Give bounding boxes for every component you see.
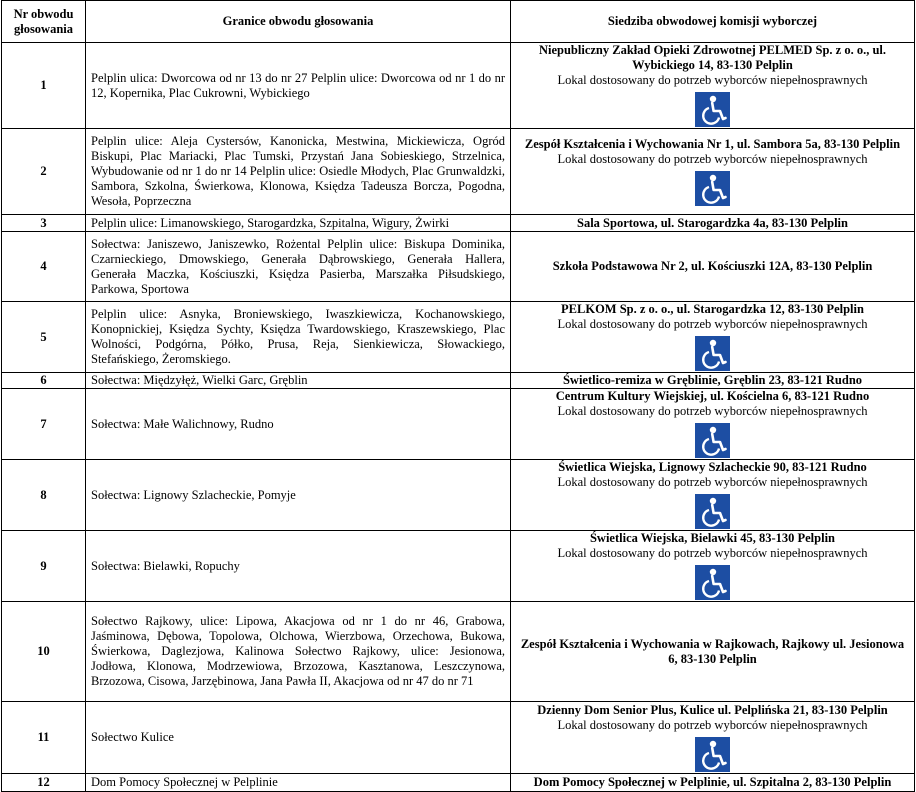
district-bounds: Sołectwa: Międzyłęż, Wielki Garc, Gręblin (86, 373, 511, 389)
commission-seat (511, 389, 915, 460)
table-row (2, 43, 915, 129)
district-number: 12 (2, 774, 86, 792)
seat-name: Centrum Kultury Wiejskiej, ul. Kościelna 6, 83-121 Rudno (555, 389, 870, 403)
district-number: 4 (2, 232, 86, 302)
commission-seat (511, 602, 915, 702)
commission-seat (511, 702, 915, 774)
wheelchair-icon (695, 423, 730, 458)
district-bounds: Sołectwa: Janiszewo, Janiszewko, Rożental Pelplin ulice: Biskupa Dominika, Czarnieckiego, Dmowskiego, Generała Dąbrowskiego, Generała Hallera, Generała Maczka, Kościuszki, Księdza Pasierba, Marszałka Piłsudskiego, Parkowa, Sportowa (86, 232, 511, 302)
header-row (2, 1, 915, 43)
commission-seat (511, 774, 915, 792)
commission-seat (511, 129, 915, 215)
table-row (2, 215, 915, 232)
commission-seat (511, 373, 915, 389)
district-bounds: Pelplin ulice: Asnyka, Broniewskiego, Iwaszkiewicza, Kochanowskiego, Konopnickiej, Księdza Sychty, Księdza Twardowskiego, Kraszewskiego, Plac Wolności, Podgórna, Półko, Prusa, Reja, Sienkiewicza, Słowackiego, Stefańskiego, Żeromskiego. (86, 302, 511, 373)
district-number: 7 (2, 389, 86, 460)
seat-name: Niepubliczny Zakład Opieki Zdrowotnej PELMED Sp. z o. o., ul. Wybickiego 14, 83-130 Pelplin (538, 43, 887, 72)
seat-name: Sala Sportowa, ul. Starogardzka 4a, 83-130 Pelplin (577, 215, 848, 230)
district-number: 9 (2, 531, 86, 602)
commission-seat (511, 232, 915, 302)
district-number: 3 (2, 215, 86, 232)
wheelchair-icon (695, 494, 730, 529)
commission-seat (511, 531, 915, 602)
accessibility-note: Lokal dostosowany do potrzeb wyborców niepełnosprawnych (557, 317, 868, 331)
header-commission-seat: Siedziba obwodowej komisji wyborczej (511, 1, 915, 43)
district-bounds: Dom Pomocy Społecznej w Pelplinie (86, 774, 511, 792)
accessibility-note: Lokal dostosowany do potrzeb wyborców niepełnosprawnych (557, 717, 868, 732)
wheelchair-icon (695, 336, 730, 371)
district-number: 8 (2, 460, 86, 531)
wheelchair-icon (695, 737, 730, 772)
table-row (2, 531, 915, 602)
accessibility-note: Lokal dostosowany do potrzeb wyborców niepełnosprawnych (557, 404, 868, 418)
district-number: 6 (2, 373, 86, 389)
accessibility-note: Lokal dostosowany do potrzeb wyborców niepełnosprawnych (557, 546, 868, 560)
polling-districts-table (1, 0, 915, 792)
table-row (2, 373, 915, 389)
seat-name: Świetlico-remiza w Gręblinie, Gręblin 23, 83-121 Rudno (562, 373, 863, 387)
seat-name: Świetlica Wiejska, Lignowy Szlacheckie 90, 83-121 Rudno (558, 460, 867, 474)
header-district-bounds: Granice obwodu głosowania (86, 1, 511, 43)
commission-seat (511, 43, 915, 129)
table-row (2, 702, 915, 774)
table-row (2, 389, 915, 460)
seat-name: Świetlica Wiejska, Bielawki 45, 83-130 Pelplin (589, 531, 836, 545)
header-district-number: Nr obwodu głosowania (2, 1, 86, 43)
district-number: 5 (2, 302, 86, 373)
table-row (2, 774, 915, 792)
commission-seat (511, 302, 915, 373)
seat-name: Zespół Kształcenia i Wychowania Nr 1, ul. Sambora 5a, 83-130 Pelplin (524, 136, 901, 151)
table-row (2, 460, 915, 531)
district-bounds: Pelplin ulice: Limanowskiego, Starogardzka, Szpitalna, Wigury, Żwirki (86, 215, 511, 232)
wheelchair-icon (695, 171, 730, 206)
accessibility-note: Lokal dostosowany do potrzeb wyborców niepełnosprawnych (557, 73, 868, 87)
district-bounds: Sołectwa: Małe Walichnowy, Rudno (86, 389, 511, 460)
district-number: 2 (2, 129, 86, 215)
accessibility-note: Lokal dostosowany do potrzeb wyborców niepełnosprawnych (557, 151, 868, 166)
table-row (2, 232, 915, 302)
table-row (2, 602, 915, 702)
district-bounds: Sołectwa: Lignowy Szlacheckie, Pomyje (86, 460, 511, 531)
seat-name: Dzienny Dom Senior Plus, Kulice ul. Pelplińska 21, 83-130 Pelplin (537, 702, 888, 717)
district-number: 10 (2, 602, 86, 702)
seat-name: Dom Pomocy Społecznej w Pelplinie, ul. Szpitalna 2, 83-130 Pelplin (533, 775, 892, 789)
seat-name: PELKOM Sp. z o. o., ul. Starogardzka 12, 83-130 Pelplin (561, 302, 864, 316)
wheelchair-icon (695, 92, 730, 127)
table-row (2, 302, 915, 373)
district-bounds: Pelplin ulice: Aleja Cystersów, Kanonicka, Mestwina, Mickiewicza, Ogród Biskupi, Plac Mariacki, Plac Tumski, Przystań Jana Sobieskiego, Strzelnica, Wybudowanie od nr 1 do nr 14 Pelplin ulice: Osiedle Młodych, Plac Grunwaldzki, Sambora, Szkolna, Świerkowa, Klonowa, Księdza Tadeusza Borcza, Pogodna, Wesoła, Poprzeczna (86, 129, 511, 215)
district-number: 1 (2, 43, 86, 129)
district-bounds: Sołectwo Kulice (86, 702, 511, 774)
table-row (2, 129, 915, 215)
district-bounds: Pelplin ulica: Dworcowa od nr 13 do nr 27 Pelplin ulice: Dworcowa od nr 1 do nr 12, Kopernika, Plac Cukrowni, Wybickiego (86, 43, 511, 129)
district-bounds: Sołectwo Rajkowy, ulice: Lipowa, Akacjowa od nr 1 do nr 46, Grabowa, Jaśminowa, Dębowa, Topolowa, Olchowa, Wierzbowa, Orzechowa, Bukowa, Świerkowa, Daglezjowa, Kalinowa Sołectwo Rajkowy, ulice: Jesionowa, Jodłowa, Klonowa, Modrzewiowa, Brzozowa, Kasztanowa, Leszczynowa, Brzozowa, Cisowa, Jarzębinowa, Jana Pawła II, Akacjowa od nr 47 do nr 71 (86, 602, 511, 702)
wheelchair-icon (695, 565, 730, 600)
seat-name: Szkoła Podstawowa Nr 2, ul. Kościuszki 12A, 83-130 Pelplin (552, 259, 873, 273)
district-number: 11 (2, 702, 86, 774)
commission-seat (511, 460, 915, 531)
commission-seat (511, 215, 915, 232)
accessibility-note: Lokal dostosowany do potrzeb wyborców niepełnosprawnych (557, 475, 868, 489)
seat-name: Zespół Kształcenia i Wychowania w Rajkowach, Rajkowy ul. Jesionowa 6, 83-130 Pelplin (520, 636, 905, 666)
district-bounds: Sołectwa: Bielawki, Ropuchy (86, 531, 511, 602)
